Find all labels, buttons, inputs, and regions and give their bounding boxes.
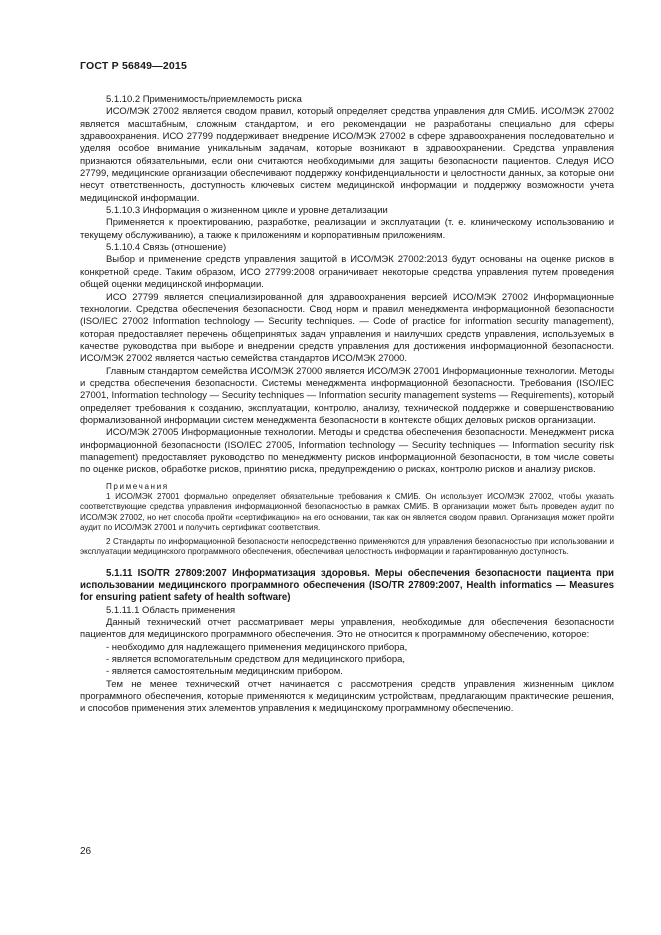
note-item: 2 Стандарты по информационной безопасности непосредственно применяются для управления безопасностью при использовании и эксплуатации медицинского программного обеспечения, обеспечивая целостность информации и гарантированную доступность. [80, 536, 614, 557]
note-item: 1 ИСО/МЭК 27001 формально определяет обязательные требования к СМИБ. Он использует ИСО/МЭК 27002, чтобы указать соответствующие средства управления информационной безопасностью в рамках СМИБ. В организации может быть проведен аудит по ИСО/МЭК 27002, но нет способа пройти «сертификацию» на его основании, так как он является сводом правил. Организация может пройти аудит по ИСО/МЭК 27001 и получить сертификат соответствия. [80, 492, 614, 533]
paragraph: Главным стандартом семейства ИСО/МЭК 27000 является ИСО/МЭК 27001 Информационные технологии. Методы и средства обеспечения безопасности. Системы менеджмента информационной безопасности. Требования (ISO/IEC 27001, Information technology — Security techniques — Information security management systems — Requirements), который определяет требования к созданию, эксплуатации, контролю, анализу, технической поддержке и совершенствованию формализованной информации систем менеджмента безопасности в контексте общих деловых рисков организации. [80, 365, 614, 426]
notes-label: Примечания [106, 481, 169, 491]
section-heading-5-1-11-1: 5.1.11.1 Область применения [106, 604, 236, 616]
section-heading-5-1-10-3: 5.1.10.3 Информация о жизненном цикле и уровне детализации [106, 205, 388, 217]
section-heading-5-1-10-4: 5.1.10.4 Связь (отношение) [106, 242, 227, 254]
list-item: - необходимо для надлежащего применения медицинского прибора, [106, 641, 408, 653]
list-item: - является самостоятельным медицинским прибором. [106, 666, 343, 678]
paragraph: Применяется к проектированию, разработке, реализации и эксплуатации (т. е. клиническому использованию и текущему обслуживанию), а также к приложениям и корпоративным приложениям. [80, 217, 614, 241]
paragraph: Тем не менее технический отчет начинается с рассмотрения средств управления жизненным циклом программного обеспечения, которые применяются к медицинским устройствам, предлагающим практические решения, и способов применения этих элементов управления к медицинскому программному обеспечению. [80, 678, 614, 715]
list-item: - является вспомогательным средством для медицинского прибора, [106, 653, 406, 665]
paragraph: Выбор и применение средств управления защитой в ИСО/МЭК 27002:2013 будут основаны на оценке рисков в конкретной среде. Таким образом, ИСО 27799:2008 ограничивает некоторые средства управления путем проведения общей оценки медицинской информации. [80, 254, 614, 291]
section-heading-5-1-11: 5.1.11 ISO/TR 27809:2007 Информатизация здоровья. Меры обеспечения безопасности пациента при использовании медицинского программного обеспечения (ISO/TR 27809:2007, Health informatics — Measures for ensuring patient safety of health software) [80, 567, 614, 604]
document-body [80, 94, 614, 716]
paragraph: ИСО/МЭК 27005 Информационные технологии. Методы и средства обеспечения безопасности. Менеджмент риска информационной безопасности (ISO/IEC 27005, Information technology — Security techniques — Information security risk management) предоставляет руководство по менеджменту рисков информационной безопасности, в том числе советы по оценке рисков, обработке рисков, принятию риска, предупреждению о рисках, контролю рисков и анализу рисков. [80, 427, 614, 476]
document-header: ГОСТ Р 56849—2015 [80, 60, 188, 72]
paragraph: Данный технический отчет рассматривает меры управления, необходимые для обеспечения безопасности пациентов для медицинского программного обеспечения. Это не относится к программному обеспечению, которое: [80, 616, 614, 641]
paragraph: ИСО/МЭК 27002 является сводом правил, который определяет средства управления для СМИБ. ИСО/МЭК 27002 является масштабным, сложным стандартом, и его рекомендации не разработаны специально для сферы здравоохранения. ИСО 27799 поддерживает внедрение ИСО/МЭК 27002 в сфере здравоохранения последовательно и уделяя особое внимание уникальным задачам, которые возникают в здравоохранении. Средства управления признаются обязательными, если они считаются необходимыми для защиты безопасности пациентов. Следуя ИСО 27799, медицинские организации обеспечивают поддержку конфиденциальности и целостности данных, за которые они несут ответственность, доступность ключевых систем медицинской информации и поддержку возможности учета медицинской информации. [80, 106, 614, 204]
page-number: 26 [80, 846, 92, 857]
section-heading-5-1-10-2: 5.1.10.2 Применимость/приемлемость риска [106, 94, 302, 105]
paragraph: ИСО 27799 является специализированной для здравоохранения версией ИСО/МЭК 27002 Информационные технологии. Средства обеспечения безопасности. Свод норм и правил менеджмента информационной безопасности (ISO/IEC 27002 Information technology — Security techniques. — Code of practice for information security management), которая предоставляет перечень общепринятых задач управления и наилучших средств управления, используемых в качестве руководства при выборе и внедрении средств управления для достижения информационной безопасности. ИСО/МЭК 27002 является частью семейства стандартов ИСО/МЭК 27000. [80, 291, 614, 365]
notes-block [80, 482, 614, 558]
